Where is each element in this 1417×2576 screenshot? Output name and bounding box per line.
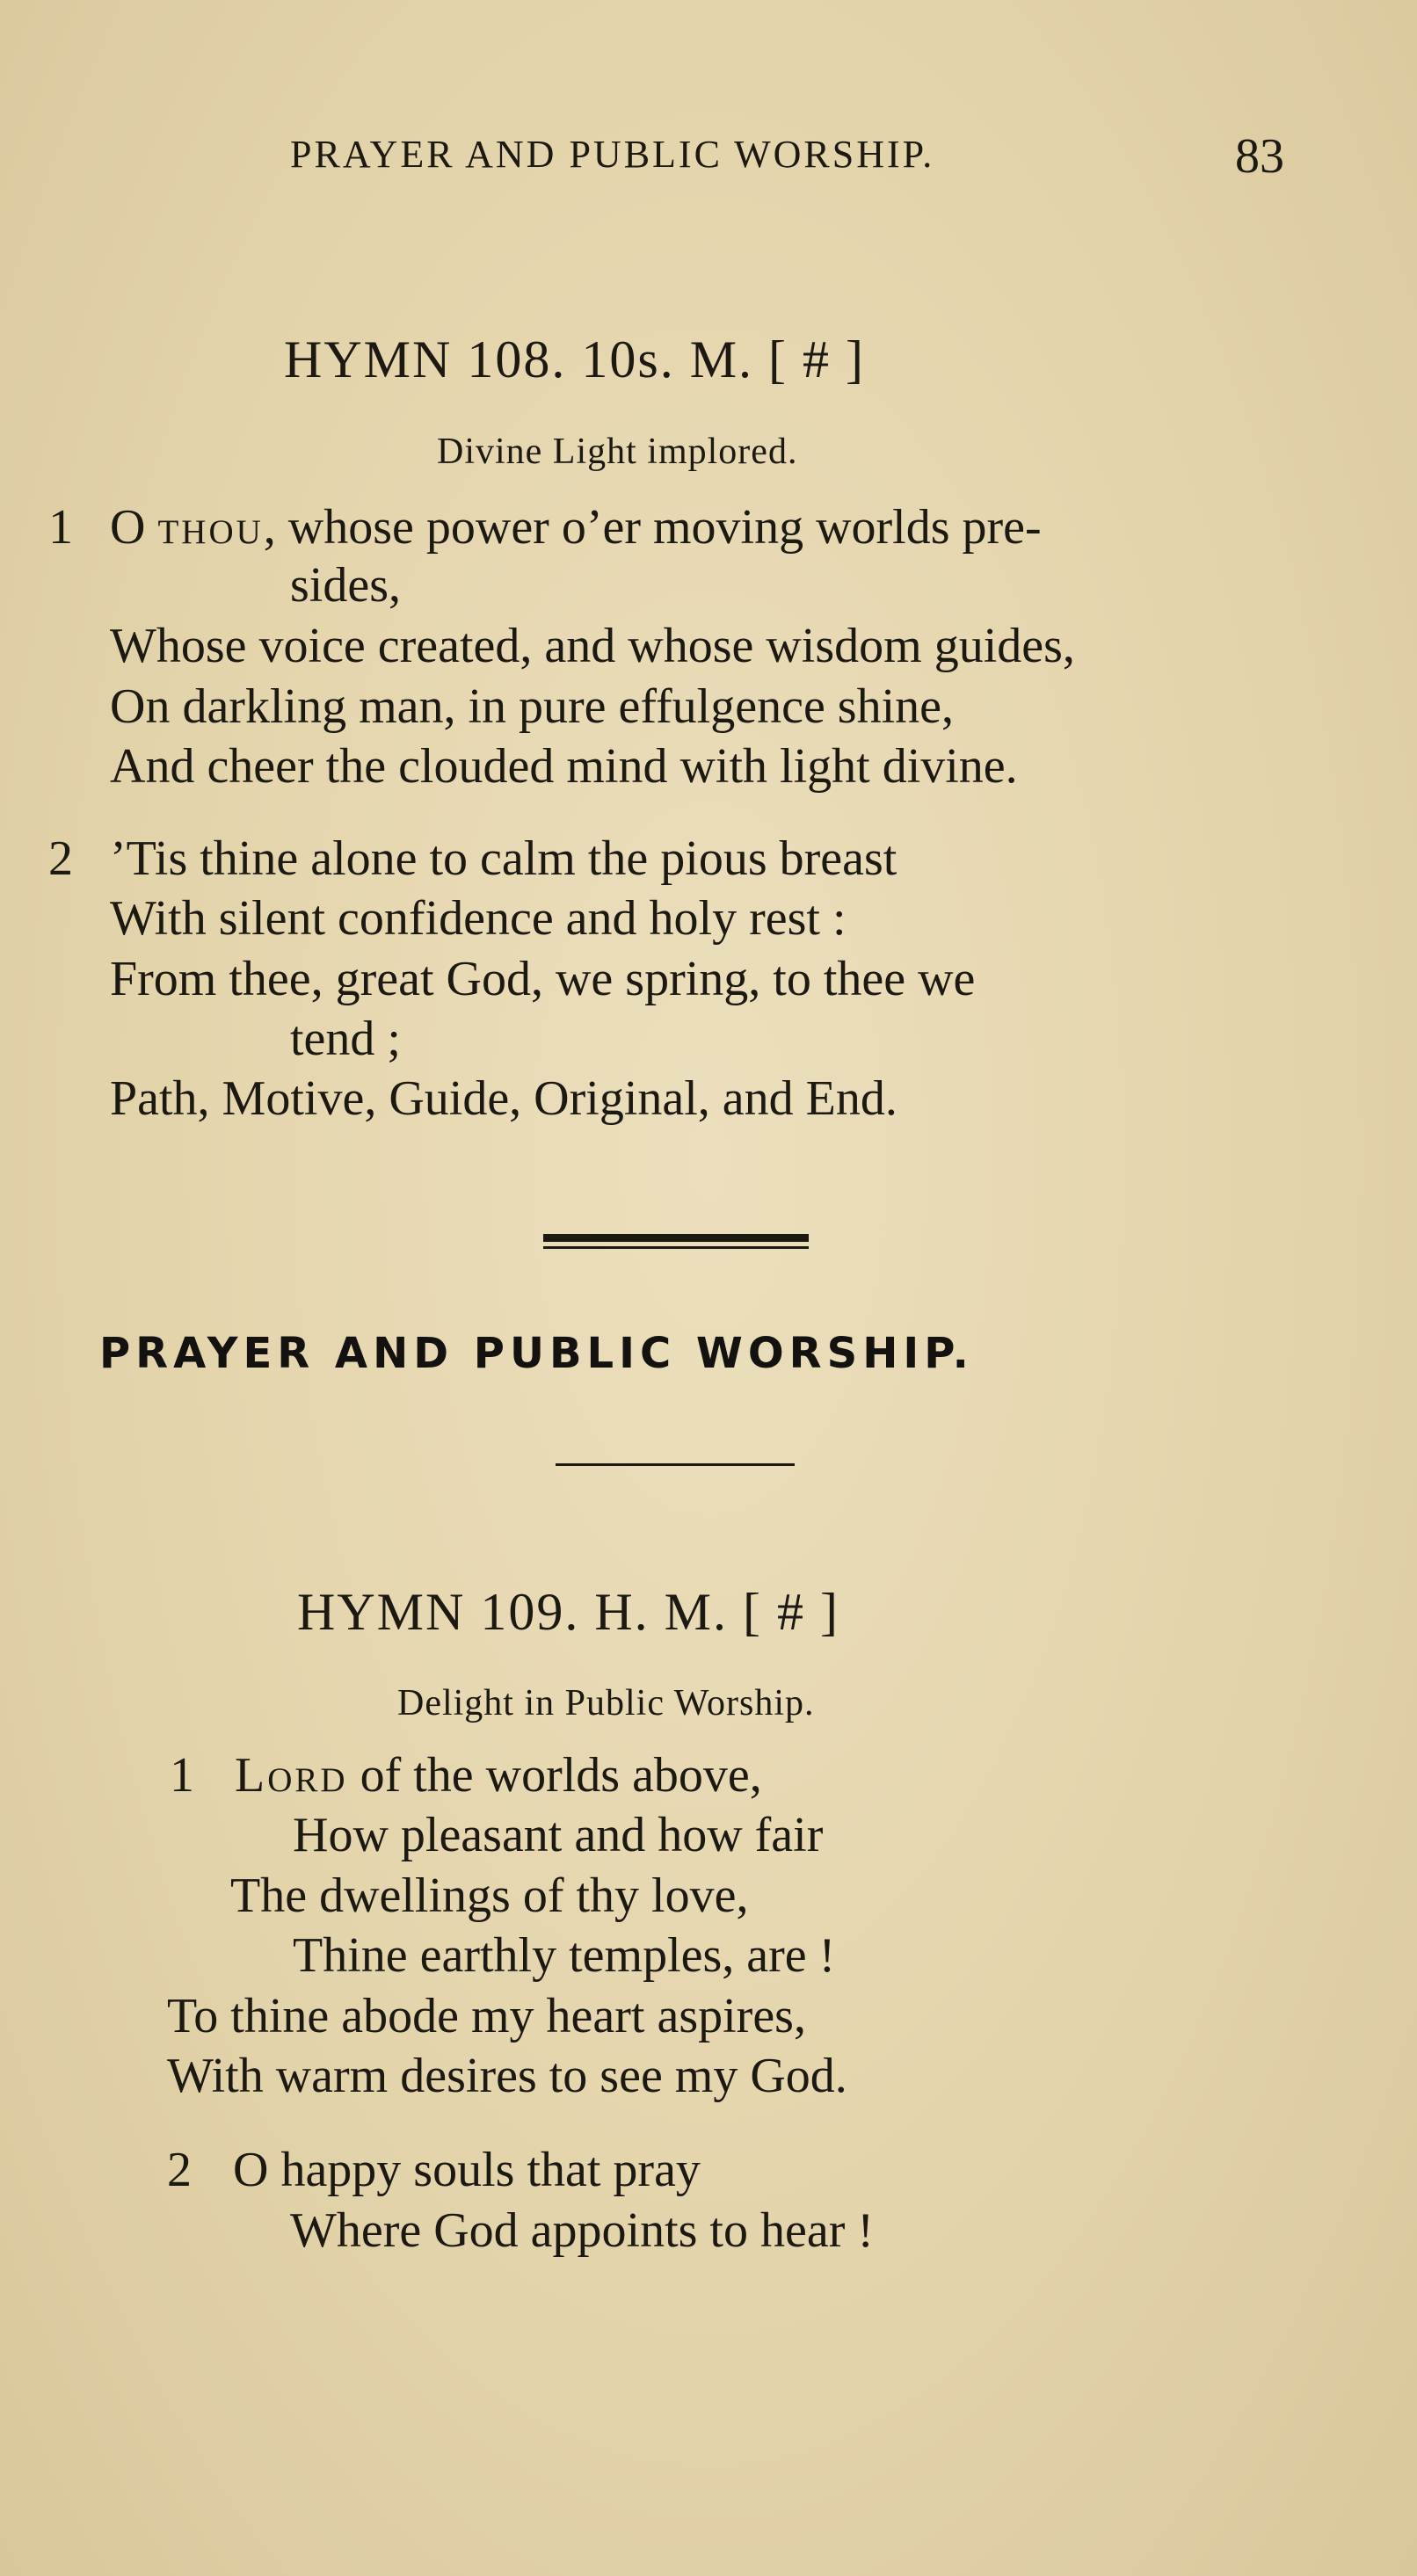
hymn-109-verse-1-line-5: To thine abode my heart aspires, — [167, 1989, 806, 2043]
hymn-108-verse-1-number: 1 — [48, 500, 73, 555]
hymn-108-verse-2-line-1: ’Tis thine alone to calm the pious breast — [110, 831, 897, 886]
line-text: of the worlds above, — [347, 1748, 762, 1803]
hymn-108-subtitle: Divine Light implored. — [437, 432, 798, 472]
hymn-108-verse-2-line-3-cont: tend ; — [290, 1012, 401, 1066]
hymn-108-verse-1-line-4: And cheer the clouded mind with light divine. — [110, 739, 1018, 794]
page-number: 83 — [1235, 129, 1284, 184]
hymn-108-verse-1-line-1 — [110, 499, 1042, 555]
small-caps-word: thou — [157, 500, 264, 555]
hymn-108-verse-2-number: 2 — [48, 831, 73, 886]
hymn-109-subtitle: Delight in Public Worship. — [397, 1683, 815, 1723]
hymn-109-verse-1-line-1 — [235, 1747, 762, 1803]
hymn-108-verse-2-line-2: With silent confidence and holy rest : — [110, 891, 847, 946]
hymn-109-title: HYMN 109. H. M. [ # ] — [297, 1583, 839, 1641]
hymn-108-verse-2-line-4: Path, Motive, Guide, Original, and End. — [110, 1071, 897, 1126]
hymn-108-verse-2-line-3: From thee, great God, we spring, to thee we — [110, 952, 976, 1006]
section-heading: PRAYER AND PUBLIC WORSHIP. — [99, 1329, 974, 1378]
section-rule-under-heading — [556, 1463, 795, 1466]
small-caps-word: Lord — [235, 1748, 348, 1803]
hymn-109-verse-2-line-2: Where God appoints to hear ! — [290, 2203, 874, 2258]
hymn-109-verse-2-number: 2 — [167, 2143, 192, 2197]
line-text: O — [110, 500, 158, 555]
line-text: , whose power o’er moving worlds pre- — [263, 500, 1042, 555]
hymn-108-verse-1-line-2: Whose voice created, and whose wisdom guides, — [110, 619, 1075, 673]
hymn-109-verse-2-line-1: O happy souls that pray — [233, 2143, 701, 2197]
hymn-108-verse-1-line-3: On darkling man, in pure effulgence shine, — [110, 679, 955, 734]
hymn-109-verse-1-line-3: The dwellings of thy love, — [230, 1869, 749, 1923]
section-rule-thin — [543, 1246, 809, 1249]
running-head: PRAYER AND PUBLIC WORSHIP. — [290, 133, 935, 176]
hymn-108-verse-1-line-1-cont: sides, — [290, 558, 401, 613]
hymn-108-title: HYMN 108. 10s. M. [ # ] — [284, 330, 865, 388]
section-rule-thick — [543, 1234, 809, 1242]
hymn-109-verse-1-number: 1 — [170, 1748, 194, 1803]
hymn-109-verse-1-line-2: How pleasant and how fair — [293, 1808, 824, 1862]
hymn-109-verse-1-line-4: Thine earthly temples, are ! — [293, 1928, 836, 1983]
hymn-109-verse-1-line-6: With warm desires to see my God. — [167, 2049, 847, 2103]
